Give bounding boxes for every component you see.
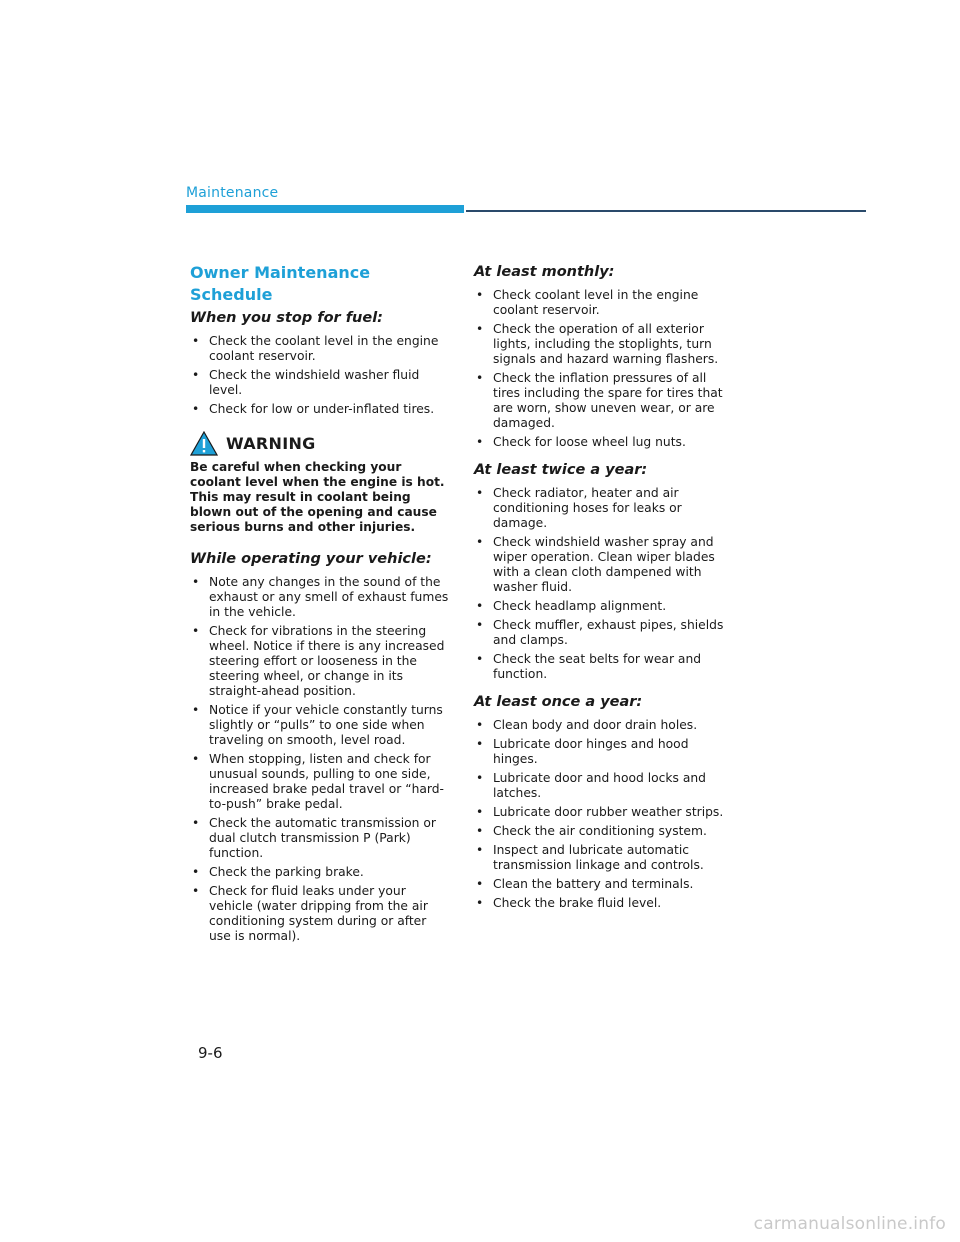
list-item xyxy=(474,771,734,801)
list-item xyxy=(474,371,734,431)
list-item-text: Check for low or under-inflated tires. xyxy=(209,402,435,416)
header-accent-bar xyxy=(186,205,464,213)
bullet-icon: • xyxy=(476,877,484,891)
list-item-text: Note any changes in the sound of the exhaust or any smell of exhaust fumes in the vehicle. xyxy=(209,575,449,619)
list-item-text: Check for vibrations in the steering wheel. Notice if there is any increased steering effort or looseness in the steering wheel, or change in its straight-ahead position. xyxy=(209,624,445,698)
warning-header xyxy=(190,431,450,456)
list-item-text: Check for loose wheel lug nuts. xyxy=(493,435,686,449)
list-item-text: Check the brake fluid level. xyxy=(493,896,662,910)
section-label: Maintenance xyxy=(186,185,279,201)
bullet-icon: • xyxy=(192,865,200,879)
list-item xyxy=(474,718,734,733)
list-item-text: Check the operation of all exterior lights, including the stoplights, turn signals and hazard warning flashers. xyxy=(493,322,719,366)
list-item xyxy=(190,368,450,398)
bullet-icon: • xyxy=(476,486,484,500)
monthly-list xyxy=(474,288,734,450)
list-item xyxy=(190,575,450,620)
list-item-text: Inspect and lubricate automatic transmission linkage and controls. xyxy=(493,843,704,872)
bullet-icon: • xyxy=(476,322,484,336)
list-item xyxy=(474,435,734,450)
operating-heading: While operating your vehicle: xyxy=(190,551,432,567)
warning-triangle-icon xyxy=(190,431,218,456)
fuel-heading: When you stop for fuel: xyxy=(190,310,383,326)
list-item xyxy=(190,402,450,417)
monthly-heading: At least monthly: xyxy=(474,264,615,280)
watermark: carmanualsonline.info xyxy=(753,1214,946,1234)
list-item-text: Lubricate door hinges and hood hinges. xyxy=(493,737,689,766)
list-item xyxy=(474,843,734,873)
list-item xyxy=(474,737,734,767)
bullet-icon: • xyxy=(476,435,484,449)
bullet-icon: • xyxy=(476,843,484,857)
list-item xyxy=(190,624,450,699)
once-a-year-heading: At least once a year: xyxy=(474,694,643,710)
list-item xyxy=(190,816,450,861)
list-item-text: Check the air conditioning system. xyxy=(493,824,707,838)
list-item-text: Check coolant level in the engine coolant reservoir. xyxy=(493,288,699,317)
list-item-text: Check the parking brake. xyxy=(209,865,364,879)
operating-list xyxy=(190,575,450,944)
right-column xyxy=(474,262,734,921)
list-item-text: Check the automatic transmission or dual clutch transmission P (Park) function. xyxy=(209,816,436,860)
list-item xyxy=(474,535,734,595)
list-item-text: Check the coolant level in the engine coolant reservoir. xyxy=(209,334,439,363)
list-item-text: Clean the battery and terminals. xyxy=(493,877,694,891)
list-item xyxy=(474,288,734,318)
bullet-icon: • xyxy=(192,816,200,830)
left-column xyxy=(190,262,450,954)
bullet-icon: • xyxy=(192,624,200,638)
list-item xyxy=(474,486,734,531)
list-item-text: Check the inflation pressures of all tires including the spare for tires that are worn, show uneven wear, or are damaged. xyxy=(493,371,723,430)
once-a-year-list xyxy=(474,718,734,911)
list-item-text: When stopping, listen and check for unusual sounds, pulling to one side, increased brake pedal travel or “hard-to-push” brake pedal. xyxy=(209,752,444,811)
twice-a-year-list xyxy=(474,486,734,682)
list-item xyxy=(190,334,450,364)
list-item xyxy=(474,896,734,911)
header-rule xyxy=(466,210,866,212)
twice-a-year-heading: At least twice a year: xyxy=(474,462,648,478)
bullet-icon: • xyxy=(476,737,484,751)
bullet-icon: • xyxy=(476,805,484,819)
bullet-icon: • xyxy=(476,618,484,632)
list-item-text: Check for fluid leaks under your vehicle (water dripping from the air conditioning system during or after use is normal). xyxy=(209,884,428,943)
warning-title: WARNING xyxy=(226,434,316,453)
bullet-icon: • xyxy=(476,718,484,732)
bullet-icon: • xyxy=(192,752,200,766)
list-item-text: Check windshield washer spray and wiper operation. Clean wiper blades with a clean cloth dampened with washer fluid. xyxy=(493,535,715,594)
page-number: 9-6 xyxy=(198,1044,223,1062)
list-item-text: Check headlamp alignment. xyxy=(493,599,667,613)
warning-text: Be careful when checking your coolant level when the engine is hot. This may result in coolant being blown out of the opening and cause serious burns and other injuries. xyxy=(190,460,445,534)
list-item-text: Check radiator, heater and air conditioning hoses for leaks or damage. xyxy=(493,486,682,530)
bullet-icon: • xyxy=(476,771,484,785)
list-item xyxy=(474,599,734,614)
list-item-text: Notice if your vehicle constantly turns slightly or “pulls” to one side when traveling on smooth, level road. xyxy=(209,703,443,747)
list-item xyxy=(190,884,450,944)
bullet-icon: • xyxy=(192,334,200,348)
bullet-icon: • xyxy=(476,896,484,910)
bullet-icon: • xyxy=(476,824,484,838)
bullet-icon: • xyxy=(476,288,484,302)
bullet-icon: • xyxy=(192,884,200,898)
list-item-text: Lubricate door and hood locks and latches. xyxy=(493,771,706,800)
list-item xyxy=(474,805,734,820)
bullet-icon: • xyxy=(476,652,484,666)
bullet-icon: • xyxy=(476,599,484,613)
page-title: Owner Maintenance Schedule xyxy=(190,263,371,304)
bullet-icon: • xyxy=(192,703,200,717)
list-item xyxy=(474,322,734,367)
list-item xyxy=(474,652,734,682)
list-item xyxy=(474,618,734,648)
list-item-text: Clean body and door drain holes. xyxy=(493,718,698,732)
bullet-icon: • xyxy=(192,575,200,589)
bullet-icon: • xyxy=(192,368,200,382)
fuel-list xyxy=(190,334,450,417)
list-item-text: Check the windshield washer fluid level. xyxy=(209,368,420,397)
list-item xyxy=(474,824,734,839)
list-item xyxy=(190,865,450,880)
list-item-text: Check muffler, exhaust pipes, shields and clamps. xyxy=(493,618,724,647)
bullet-icon: • xyxy=(476,371,484,385)
bullet-icon: • xyxy=(476,535,484,549)
bullet-icon: • xyxy=(192,402,200,416)
list-item-text: Check the seat belts for wear and function. xyxy=(493,652,702,681)
list-item xyxy=(190,752,450,812)
list-item-text: Lubricate door rubber weather strips. xyxy=(493,805,724,819)
list-item xyxy=(474,877,734,892)
list-item xyxy=(190,703,450,748)
